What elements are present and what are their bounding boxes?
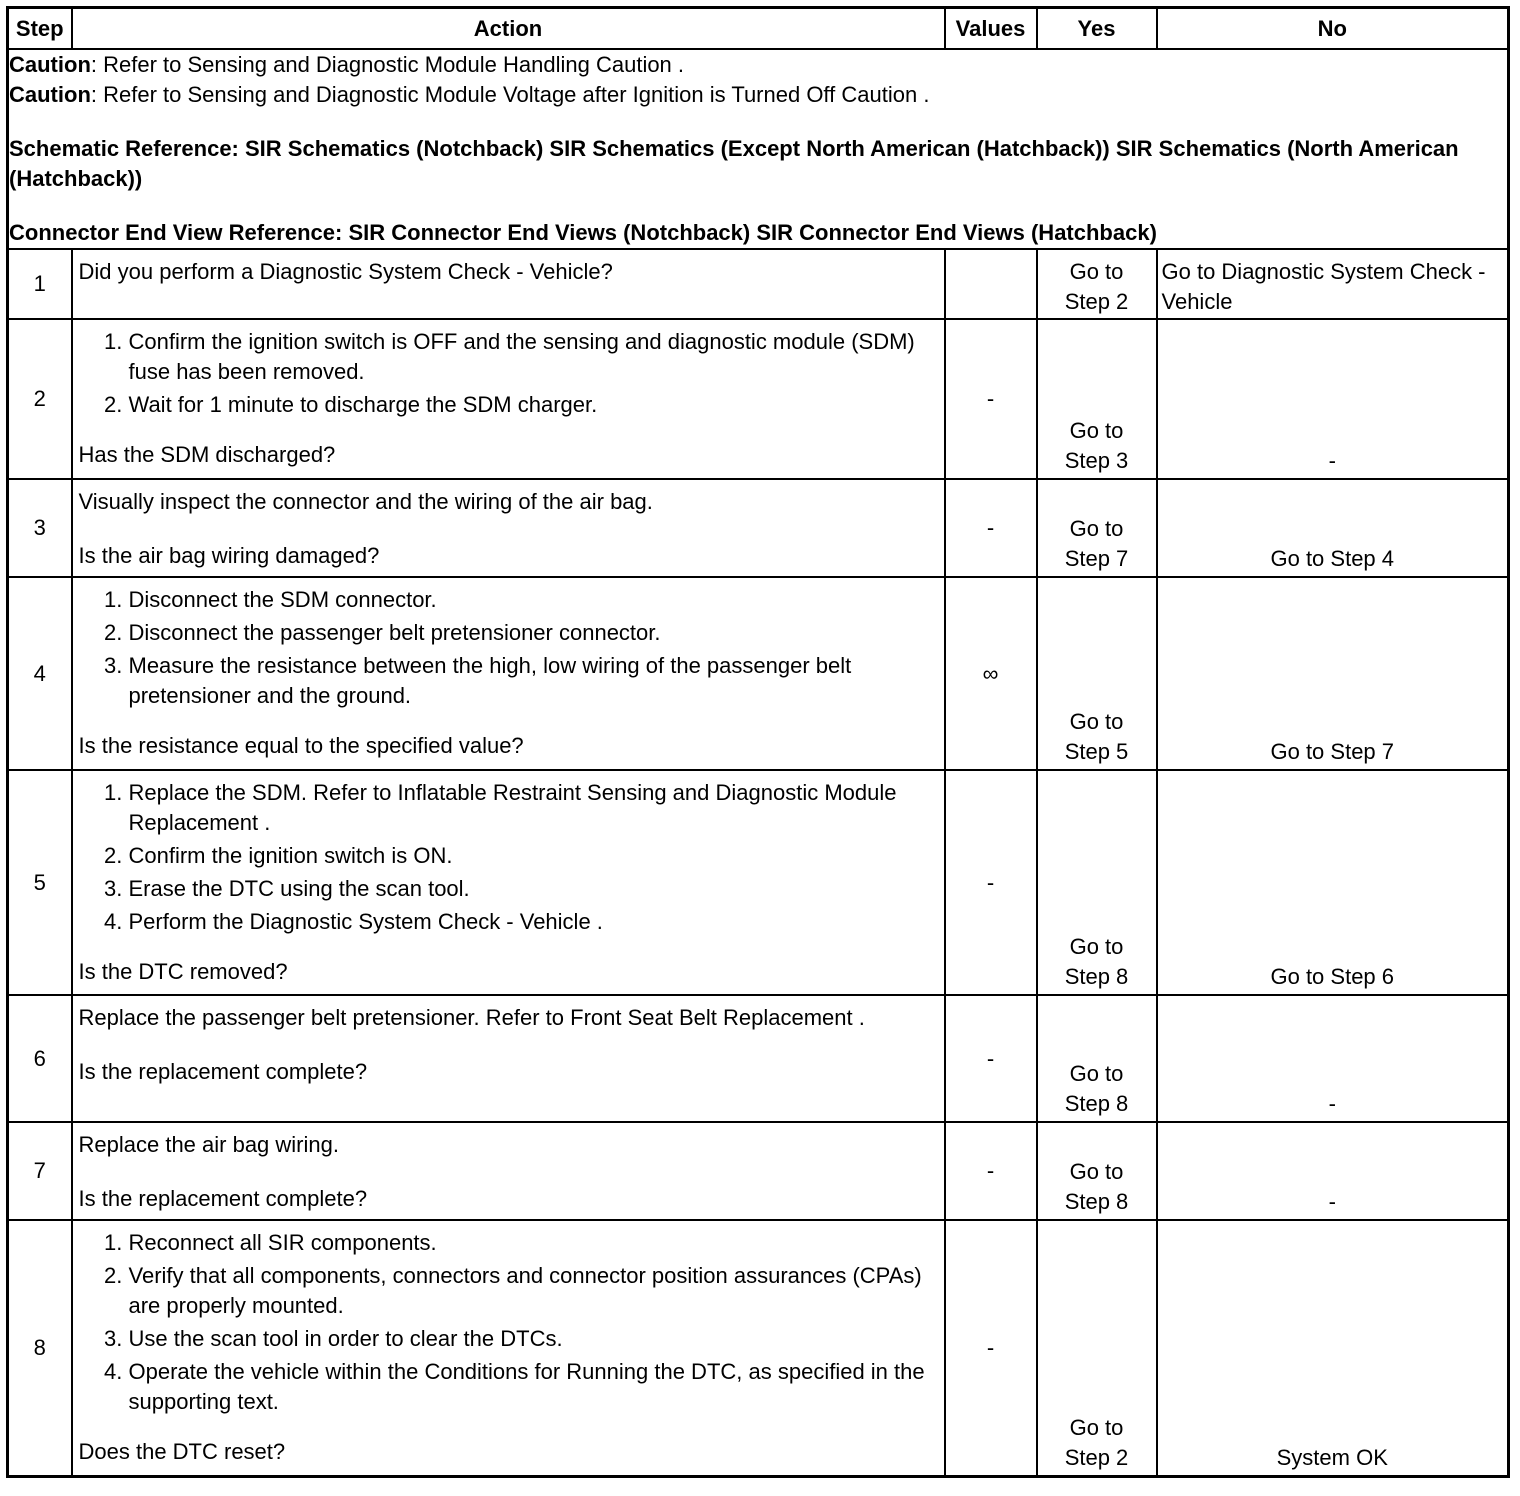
action-question: Is the replacement complete? xyxy=(78,1186,368,1211)
values-cell: - xyxy=(945,479,1037,577)
no-action-link: - xyxy=(1328,1189,1336,1214)
step-row xyxy=(8,1220,1509,1476)
values-cell: - xyxy=(945,319,1037,479)
action-text: Did you perform a Diagnostic System Check - Vehicle? xyxy=(78,259,613,284)
yes-cell xyxy=(1037,1122,1157,1220)
action-step-item: 2. Confirm the ignition switch is ON. xyxy=(129,841,938,871)
yes-cell xyxy=(1037,319,1157,479)
step-row xyxy=(8,770,1509,995)
values-cell: - xyxy=(945,995,1037,1122)
action-step-item: 1. Disconnect the SDM connector. xyxy=(129,585,938,615)
header-yes: Yes xyxy=(1037,8,1157,50)
step-number: 8 xyxy=(8,1220,72,1476)
action-steps-list xyxy=(79,1228,938,1417)
step-row xyxy=(8,249,1509,319)
action-steps-list xyxy=(79,327,938,420)
action-text: Replace the passenger belt pretensioner. Refer to Front Seat Belt Replacement . xyxy=(78,1005,865,1030)
no-cell xyxy=(1157,1122,1509,1220)
action-cell xyxy=(72,319,945,479)
notes-row xyxy=(8,49,1509,249)
action-question: Has the SDM discharged? xyxy=(78,442,336,467)
yes-action-link[interactable]: Go to Step 5 xyxy=(1064,709,1129,764)
no-action-link: - xyxy=(1328,1091,1336,1116)
yes-action-link[interactable]: Go to Step 8 xyxy=(1064,1061,1129,1116)
yes-cell xyxy=(1037,770,1157,995)
action-step-item: 4. Perform the Diagnostic System Check - Vehicle . xyxy=(129,907,938,937)
caution-label: Caution xyxy=(9,82,91,107)
header-no: No xyxy=(1157,8,1509,50)
no-cell xyxy=(1157,995,1509,1122)
action-step-item: 3. Use the scan tool in order to clear the DTCs. xyxy=(129,1324,938,1354)
values-cell xyxy=(945,249,1037,319)
no-action-link[interactable]: Go to Diagnostic System Check - Vehicle xyxy=(1161,259,1486,314)
action-step-item: 2. Verify that all components, connectors and connector position assurances (CPAs) are properly mounted. xyxy=(129,1261,938,1321)
no-action-link[interactable]: System OK xyxy=(1276,1444,1388,1470)
yes-cell xyxy=(1037,995,1157,1122)
action-question: Is the air bag wiring damaged? xyxy=(78,543,380,568)
action-step-item: 2. Wait for 1 minute to discharge the SDM charger. xyxy=(129,390,938,420)
action-step-item: 1. Replace the SDM. Refer to Inflatable Restraint Sensing and Diagnostic Module Replacement . xyxy=(129,778,938,838)
caution-text: : Refer to Sensing and Diagnostic Module Handling Caution . xyxy=(90,52,685,77)
header-values: Values xyxy=(945,8,1037,50)
no-action-link[interactable]: Go to Step 6 xyxy=(1270,964,1395,989)
no-cell xyxy=(1157,1220,1509,1476)
action-question: Is the DTC removed? xyxy=(78,959,288,984)
action-cell xyxy=(72,995,945,1122)
action-steps-list xyxy=(79,585,938,711)
yes-action-link[interactable]: Go to Step 2 xyxy=(1064,1414,1129,1470)
action-question: Is the resistance equal to the specified value? xyxy=(78,733,524,758)
header-step: Step xyxy=(8,8,72,50)
notes-cell xyxy=(8,49,1509,249)
action-cell xyxy=(72,577,945,770)
step-row xyxy=(8,319,1509,479)
values-cell: - xyxy=(945,770,1037,995)
step-number: 6 xyxy=(8,995,72,1122)
action-text: Replace the air bag wiring. xyxy=(78,1132,339,1157)
header-row xyxy=(8,8,1509,50)
step-row xyxy=(8,479,1509,577)
connector-reference: Connector End View Reference: SIR Connector End Views (Notchback) SIR Connector End Views (Hatchback) xyxy=(9,220,1157,245)
action-cell xyxy=(72,479,945,577)
yes-action-link[interactable]: Go to Step 8 xyxy=(1064,934,1129,989)
no-cell xyxy=(1157,319,1509,479)
yes-action-link[interactable]: Go to Step 7 xyxy=(1064,516,1129,571)
step-row xyxy=(8,577,1509,770)
diagnostic-table xyxy=(6,6,1510,1478)
values-cell: - xyxy=(945,1220,1037,1476)
step-number: 1 xyxy=(8,249,72,319)
step-row xyxy=(8,1122,1509,1220)
no-cell xyxy=(1157,770,1509,995)
action-cell xyxy=(72,1220,945,1476)
action-step-item: 3. Erase the DTC using the scan tool. xyxy=(129,874,938,904)
yes-cell xyxy=(1037,249,1157,319)
caution-line-1 xyxy=(9,50,1507,80)
no-cell xyxy=(1157,479,1509,577)
no-action-link[interactable]: Go to Step 7 xyxy=(1270,739,1395,764)
action-step-item: 1. Reconnect all SIR components. xyxy=(129,1228,938,1258)
values-cell: - xyxy=(945,1122,1037,1220)
step-number: 3 xyxy=(8,479,72,577)
caution-text: : Refer to Sensing and Diagnostic Module Voltage after Ignition is Turned Off Caution . xyxy=(90,82,930,107)
caution-line-2 xyxy=(9,80,1507,110)
action-question: Is the replacement complete? xyxy=(78,1059,368,1084)
no-action-link: - xyxy=(1328,448,1336,473)
step-number: 5 xyxy=(8,770,72,995)
yes-action-link[interactable]: Go to Step 8 xyxy=(1064,1159,1129,1214)
no-cell xyxy=(1157,249,1509,319)
yes-cell xyxy=(1037,1220,1157,1476)
yes-cell xyxy=(1037,479,1157,577)
yes-action-link[interactable]: Go to Step 3 xyxy=(1064,418,1129,473)
step-row xyxy=(8,995,1509,1122)
no-cell xyxy=(1157,577,1509,770)
step-number: 7 xyxy=(8,1122,72,1220)
no-action-link[interactable]: Go to Step 4 xyxy=(1270,546,1395,571)
action-step-item: 1. Confirm the ignition switch is OFF and the sensing and diagnostic module (SDM) fuse has been removed. xyxy=(129,327,938,387)
step-number: 4 xyxy=(8,577,72,770)
yes-cell xyxy=(1037,577,1157,770)
action-steps-list xyxy=(79,778,938,937)
action-step-item: 3. Measure the resistance between the high, low wiring of the passenger belt pretensioner and the ground. xyxy=(129,651,938,711)
action-text: Visually inspect the connector and the wiring of the air bag. xyxy=(78,489,653,514)
action-cell xyxy=(72,770,945,995)
action-step-item: 4. Operate the vehicle within the Conditions for Running the DTC, as specified in the supporting text. xyxy=(129,1357,938,1417)
action-question: Does the DTC reset? xyxy=(78,1439,286,1464)
header-action: Action xyxy=(72,8,945,50)
action-cell xyxy=(72,249,945,319)
action-step-item: 2. Disconnect the passenger belt pretensioner connector. xyxy=(129,618,938,648)
caution-label: Caution xyxy=(9,52,91,77)
values-cell: ∞ xyxy=(945,577,1037,770)
schematic-reference: Schematic Reference: SIR Schematics (Notchback) SIR Schematics (Except North American (Hatchback)) SIR Schematics (North American (Hatchback)) xyxy=(9,136,1459,191)
action-cell xyxy=(72,1122,945,1220)
step-number: 2 xyxy=(8,319,72,479)
yes-action-link[interactable]: Go to Step 2 xyxy=(1064,259,1129,314)
